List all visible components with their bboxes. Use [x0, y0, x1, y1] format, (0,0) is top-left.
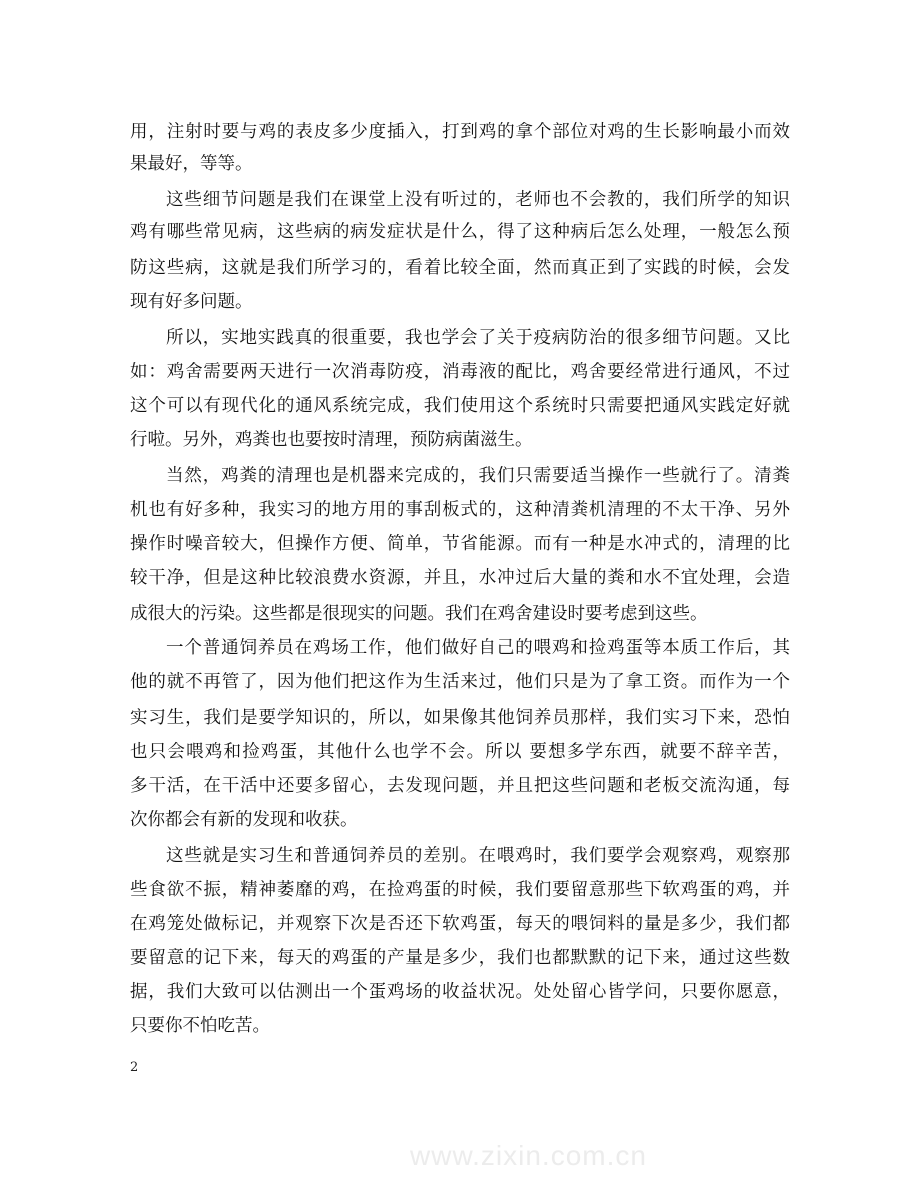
- page-number: 2: [130, 1060, 139, 1075]
- text-line: 多干活，在干活中还要多留心，去发现问题，并且把这些问题和老板交流沟通，每: [130, 776, 790, 796]
- text-line: 所以，实地实践真的很重要，我也学会了关于疫病防治的很多细节问题。又比: [166, 328, 790, 348]
- text-line: 实习生，我们是要学知识的，所以，如果像其他饲养员那样，我们实习下来，恐怕: [130, 708, 790, 728]
- text-line: 在鸡笼处做标记，并观察下次是否还下软鸡蛋，每天的喂饲料的量是多少，我们都: [130, 914, 790, 934]
- text-line: 果最好，等等。: [130, 154, 253, 174]
- text-line: 鸡有哪些常见病，这些病的病发症状是什么，得了这种病后怎么处理，一般怎么预: [130, 222, 790, 242]
- text-line: 他的就不再管了，因为他们把这作为生活来过，他们只是为了拿工资。而作为一个: [130, 672, 790, 692]
- text-line: 成很大的污染。这些都是很现实的问题。我们在鸡舍建设时要考虑到这些。: [130, 604, 708, 624]
- text-line: 一个普通饲养员在鸡场工作，他们做好自己的喂鸡和捡鸡蛋等本质工作后，其: [166, 638, 790, 658]
- watermark: www.zixin.com.cn: [410, 1140, 647, 1171]
- text-line: 操作时噪音较大，但操作方便、简单，节省能源。而有一种是水冲式的，清理的比: [130, 534, 790, 554]
- text-line: 这些细节问题是我们在课堂上没有听过的，老师也不会教的，我们所学的知识: [166, 190, 790, 210]
- text-line: 用，注射时要与鸡的表皮多少度插入，打到鸡的拿个部位对鸡的生长影响最小而效: [130, 122, 790, 142]
- text-line: 只要你不怕吃苦。: [130, 1016, 270, 1036]
- text-line: 机也有好多种，我实习的地方用的事刮板式的，这种清粪机清理的不太干净、另外: [130, 500, 790, 520]
- text-line: 些食欲不振，精神萎靡的鸡，在捡鸡蛋的时候，我们要留意那些下软鸡蛋的鸡，并: [130, 880, 790, 900]
- text-line: 现有好多问题。: [130, 292, 253, 312]
- text-line: 当然，鸡粪的清理也是机器来完成的，我们只需要适当操作一些就行了。清粪: [166, 466, 790, 486]
- text-line: 如：鸡舍需要两天进行一次消毒防疫，消毒液的配比，鸡舍要经常进行通风，不过: [130, 362, 790, 382]
- text-line: 据，我们大致可以估测出一个蛋鸡场的收益状况。处处留心皆学问，只要你愿意，: [130, 982, 790, 1002]
- text-line: 防这些病，这就是我们所学习的，看着比较全面，然而真正到了实践的时候，会发: [130, 258, 790, 278]
- text-line: 要留意的记下来，每天的鸡蛋的产量是多少，我们也都默默的记下来，通过这些数: [130, 948, 790, 968]
- text-line: 较干净，但是这种比较浪费水资源，并且，水冲过后大量的粪和水不宜处理，会造: [130, 568, 790, 588]
- text-line: 行啦。另外，鸡粪也也要按时清理，预防病菌滋生。: [130, 430, 533, 450]
- text-line: 次你都会有新的发现和收获。: [130, 810, 358, 830]
- text-line: 这个可以有现代化的通风系统完成，我们使用这个系统时只需要把通风实践定好就: [130, 396, 790, 416]
- text-line: 也只会喂鸡和捡鸡蛋，其他什么也学不会。所以 要想多学东西，就要不辞辛苦，: [130, 742, 790, 762]
- text-line: 这些就是实习生和普通饲养员的差别。在喂鸡时，我们要学会观察鸡，观察那: [166, 846, 790, 866]
